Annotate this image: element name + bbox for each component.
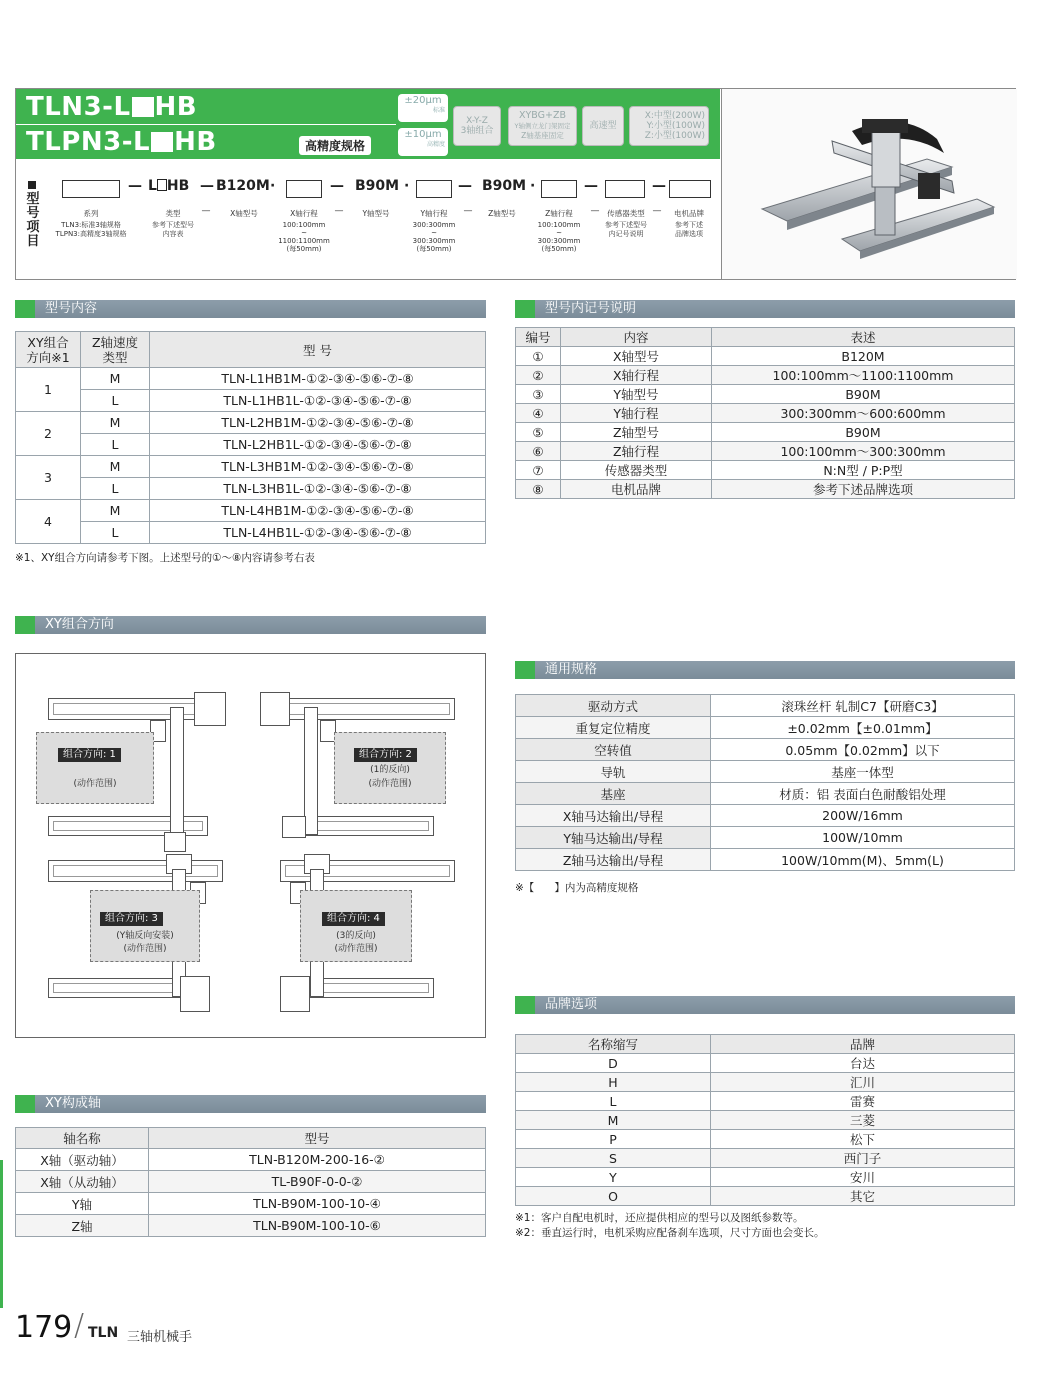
label-x-stroke xyxy=(274,209,334,253)
section-xy-axes-title: XY构成轴 xyxy=(45,1096,101,1111)
label-z-stroke-d3: 300:300mm xyxy=(537,237,581,245)
label-motor-d1: 参考下述 xyxy=(675,221,703,229)
label-sensor-title: 传感器类型 xyxy=(607,209,645,218)
table-row xyxy=(516,1149,1015,1168)
xy-axes-table xyxy=(15,1127,486,1237)
chip-xyz xyxy=(453,106,501,146)
chip-size-l1: X:中型(200W) xyxy=(644,111,705,121)
cell-brand-name: 雷赛 xyxy=(711,1092,1015,1111)
cell-number: ③ xyxy=(516,385,561,404)
l-hb-box xyxy=(157,179,167,191)
label-series-d2: TLPN3:高精度3轴规格 xyxy=(55,230,127,238)
label-z-model: Z轴型号 xyxy=(488,209,516,218)
table-row xyxy=(516,695,1015,717)
cell-model: TLN-L3HB1L-①②-③④-⑤⑥-⑦-⑧ xyxy=(150,478,486,500)
model-content-table xyxy=(15,331,486,544)
sensor-box xyxy=(605,180,645,198)
cell-spec-name: Z轴马达输出/导程 xyxy=(516,849,711,871)
label-series-title: 系列 xyxy=(83,209,99,218)
cell-model: TLN-L2HB1L-①②-③④-⑤⑥-⑦-⑧ xyxy=(150,434,486,456)
brand-note-1: ※1：客户自配电机时，还应提供相应的型号以及图纸参数等。 xyxy=(515,1212,804,1224)
table-row xyxy=(16,478,486,500)
l-hb-post: HB xyxy=(166,178,190,194)
label-x-model: X轴型号 xyxy=(230,209,258,218)
cell-number: ⑦ xyxy=(516,461,561,480)
label-motor-d2: 品牌选项 xyxy=(675,230,703,238)
table-row xyxy=(516,423,1015,442)
cell-spec-name: X轴马达输出/导程 xyxy=(516,805,711,827)
vlabel-1: 型 xyxy=(26,192,40,207)
b120m-code: B120M xyxy=(216,178,270,194)
table-row xyxy=(516,442,1015,461)
product-photo xyxy=(721,89,1017,279)
th-z-speed-l1: Z轴速度 xyxy=(91,334,139,350)
cell-brand-name: 松下 xyxy=(711,1130,1015,1149)
side-accent-bar xyxy=(0,1160,3,1308)
cell-dir-3: 3 xyxy=(16,456,81,500)
cell-content: Y轴行程 xyxy=(561,404,712,423)
label-z-stroke-title: Z轴行程 xyxy=(545,209,573,218)
label-sensor-d1: 参考下述型号 xyxy=(605,221,647,229)
cell-brand-abbr: Y xyxy=(516,1168,711,1187)
cell-expression: 300:300mm～600:600mm xyxy=(712,404,1015,423)
cell-axis-model: TLN-B90M-100-10-⑥ xyxy=(149,1215,486,1237)
section-general-spec-title: 通用规格 xyxy=(545,662,598,677)
section-accent xyxy=(15,616,35,634)
footer-slash: / xyxy=(74,1308,85,1343)
cell-content: X轴行程 xyxy=(561,366,712,385)
direction-sub-4b: (动作范围) xyxy=(334,944,378,954)
motor-box xyxy=(669,180,711,198)
label-y-stroke-d1: 300:300mm xyxy=(412,221,456,229)
cell-expression: 参考下述品牌选项 xyxy=(712,480,1015,499)
section-xy-axes xyxy=(15,1095,486,1113)
cell-model: TLN-L4HB1M-①②-③④-⑤⑥-⑦-⑧ xyxy=(150,500,486,522)
cell-speed: L xyxy=(81,522,150,544)
table-row xyxy=(516,761,1015,783)
z-stroke-box xyxy=(541,180,577,198)
direction-tag-3: 组合方向: 3 xyxy=(100,912,163,926)
label-y-stroke-d2: ~ xyxy=(431,229,437,237)
table-row xyxy=(516,366,1015,385)
cell-axis-model: TL-B90F-0-0-② xyxy=(149,1171,486,1193)
table-row xyxy=(16,1171,486,1193)
title1-post: HB xyxy=(154,92,198,122)
cell-content: Z轴型号 xyxy=(561,423,712,442)
direction-tag-1: 组合方向: 1 xyxy=(58,748,121,762)
label-z-stroke-d4: (每50mm) xyxy=(541,245,577,253)
x-motor-block xyxy=(280,976,310,1012)
cell-number: ① xyxy=(516,347,561,366)
label-y-stroke-d3: 300:300mm xyxy=(412,237,456,245)
dot-1: · xyxy=(270,178,276,194)
label-y-model: Y轴型号 xyxy=(362,209,390,218)
symbol-desc-table xyxy=(515,327,1015,499)
cell-axis-name: Z轴 xyxy=(16,1215,149,1237)
cell-expression: B90M xyxy=(712,423,1015,442)
label-y-stroke xyxy=(404,209,464,253)
cell-spec-value: 100W/10mm xyxy=(711,827,1015,849)
cell-spec-value: 滚珠丝杆 轧制C7【研磨C3】 xyxy=(711,695,1015,717)
title2-box xyxy=(151,132,173,152)
label-x-stroke-d4: (每50mm) xyxy=(286,245,322,253)
x-motor-block xyxy=(194,692,226,726)
dash-3: — xyxy=(330,178,344,194)
section-accent xyxy=(515,300,535,318)
section-accent xyxy=(15,300,35,318)
th-expression: 表述 xyxy=(712,328,1015,347)
chip-10um-sub: 高精度 xyxy=(426,141,445,148)
label-motor xyxy=(664,209,714,239)
chip-size-l3: Z:小型(100W) xyxy=(644,131,705,141)
table-row xyxy=(516,783,1015,805)
table-header-row xyxy=(516,328,1015,347)
table-row xyxy=(516,480,1015,499)
section-model-content xyxy=(15,300,486,318)
label-z-stroke xyxy=(529,209,589,253)
section-symbol-desc-title: 型号内记号说明 xyxy=(545,301,637,316)
cell-expression: 100:100mm～1100:1100mm xyxy=(712,366,1015,385)
brand-note-2: ※2：垂直运行时，电机采购应配备刹车选项，尺寸方面也会变长。 xyxy=(515,1227,825,1239)
series-box xyxy=(62,180,120,198)
model-item-vertical-label xyxy=(26,193,40,249)
table-row xyxy=(516,1111,1015,1130)
direction-sub-2a: (1的反向) xyxy=(370,765,410,775)
cell-brand-name: 三菱 xyxy=(711,1111,1015,1130)
cell-content: 电机品牌 xyxy=(561,480,712,499)
cell-number: ⑧ xyxy=(516,480,561,499)
cell-spec-name: 重复定位精度 xyxy=(516,717,711,739)
cell-spec-value: 基座一体型 xyxy=(711,761,1015,783)
x-stroke-box xyxy=(286,180,322,198)
cell-axis-model: TLN-B120M-200-16-② xyxy=(149,1149,486,1171)
cell-content: Y轴型号 xyxy=(561,385,712,404)
label-type-d1: 参考下述型号 xyxy=(152,221,194,229)
section-xy-direction-title: XY组合方向 xyxy=(45,617,114,632)
cell-spec-name: 驱动方式 xyxy=(516,695,711,717)
table-row xyxy=(516,347,1015,366)
th-content: 内容 xyxy=(561,328,712,347)
cell-spec-value: 0.05mm【0.02mm】以下 xyxy=(711,739,1015,761)
cell-axis-name: X轴（驱动轴） xyxy=(16,1149,149,1171)
dash-6: — xyxy=(652,178,666,194)
th-number: 编号 xyxy=(516,328,561,347)
label-sensor xyxy=(600,209,652,239)
th-xy-dir-l1: XY组合 xyxy=(27,334,69,350)
table-row xyxy=(16,500,486,522)
cell-brand-abbr: H xyxy=(516,1073,711,1092)
cell-speed: L xyxy=(81,434,150,456)
xy-direction-diagram xyxy=(15,653,486,1038)
title2-pre: TLPN3-L xyxy=(26,127,151,157)
cell-speed: M xyxy=(81,500,150,522)
table-row xyxy=(16,368,486,390)
title-tln3 xyxy=(26,92,197,122)
motion-range-zone xyxy=(36,732,154,804)
table-row xyxy=(16,1193,486,1215)
direction-cell-3 xyxy=(44,854,244,1024)
square-bullet xyxy=(28,181,36,189)
title1-pre: TLN3-L xyxy=(26,92,131,122)
label-dash-a: — xyxy=(201,206,211,216)
header-panel xyxy=(15,88,1016,280)
cell-speed: L xyxy=(81,478,150,500)
x-motor-block xyxy=(260,692,290,726)
label-z-stroke-d2: ~ xyxy=(556,229,562,237)
cell-brand-name: 西门子 xyxy=(711,1149,1015,1168)
table-row xyxy=(516,1092,1015,1111)
y-motor xyxy=(282,816,306,838)
section-accent xyxy=(515,996,535,1014)
brand-notes xyxy=(515,1211,824,1241)
dash-2: — xyxy=(200,178,214,194)
cell-speed: M xyxy=(81,412,150,434)
brand-table xyxy=(515,1034,1015,1206)
label-dash-b: — xyxy=(334,206,344,216)
cell-model: TLN-L4HB1L-①②-③④-⑤⑥-⑦-⑧ xyxy=(150,522,486,544)
cell-spec-value: 100W/10mm(M)、5mm(L) xyxy=(711,849,1015,871)
cell-spec-name: 基座 xyxy=(516,783,711,805)
section-brand xyxy=(515,996,1015,1014)
label-dash-c: — xyxy=(463,206,473,216)
cell-content: 传感器类型 xyxy=(561,461,712,480)
cell-brand-name: 其它 xyxy=(711,1187,1015,1206)
general-spec-table xyxy=(515,694,1015,871)
footer-category: 三轴机械手 xyxy=(127,1330,193,1345)
title1-box xyxy=(132,97,154,117)
chip-xybg-l1: XYBG+ZB xyxy=(518,110,566,121)
table-row xyxy=(16,522,486,544)
section-brand-title: 品牌选项 xyxy=(545,997,598,1012)
label-motor-title: 电机品牌 xyxy=(674,209,704,218)
high-precision-badge: 高精度规格 xyxy=(299,136,371,155)
cell-speed: L xyxy=(81,390,150,412)
th-axis-name: 轴名称 xyxy=(16,1128,149,1149)
section-accent xyxy=(15,1095,35,1113)
th-model: 型 号 xyxy=(150,332,486,368)
label-dash-e: — xyxy=(652,206,662,216)
chip-xyz-l1: X-Y-Z xyxy=(466,116,488,126)
footer-brand: TLN xyxy=(88,1325,119,1341)
y-motor xyxy=(164,832,186,852)
cell-spec-name: 导轨 xyxy=(516,761,711,783)
table-row xyxy=(516,1073,1015,1092)
chip-size-l2: Y:小型(100W) xyxy=(646,121,705,131)
table-row xyxy=(516,739,1015,761)
label-z-stroke-d1: 100:100mm xyxy=(537,221,581,229)
cell-model: TLN-L3HB1M-①②-③④-⑤⑥-⑦-⑧ xyxy=(150,456,486,478)
table-row xyxy=(516,1054,1015,1073)
direction-sub-2b: (动作范围) xyxy=(368,779,412,789)
label-x-stroke-title: X轴行程 xyxy=(290,209,318,218)
dash-5: — xyxy=(584,178,598,194)
cell-axis-name: Y轴 xyxy=(16,1193,149,1215)
cell-expression: 100:100mm～300:300mm xyxy=(712,442,1015,461)
th-z-speed-l2: 类型 xyxy=(102,349,128,365)
header-title-band xyxy=(16,89,720,159)
cell-number: ④ xyxy=(516,404,561,423)
cell-brand-name: 台达 xyxy=(711,1054,1015,1073)
cell-model: TLN-L1HB1M-①②-③④-⑤⑥-⑦-⑧ xyxy=(150,368,486,390)
chip-xybg-l3: Z轴基座固定 xyxy=(521,131,564,140)
cell-expression: N:N型 / P:P型 xyxy=(712,461,1015,480)
cell-brand-abbr: M xyxy=(516,1111,711,1130)
cell-spec-value: 200W/16mm xyxy=(711,805,1015,827)
l-hb-code xyxy=(148,178,189,194)
direction-cell-2 xyxy=(260,692,460,862)
table-row xyxy=(516,849,1015,871)
direction-sub-3b: (动作范围) xyxy=(123,944,167,954)
cell-axis-model: TLN-B90M-100-10-④ xyxy=(149,1193,486,1215)
cell-speed: M xyxy=(81,456,150,478)
direction-sub-4a: (3的反向) xyxy=(336,931,376,941)
label-x-stroke-d3: 1100:1100mm xyxy=(278,237,330,245)
direction-cell-1 xyxy=(44,692,244,862)
th-brand-abbr: 名称缩写 xyxy=(516,1035,711,1054)
title-tlpn3 xyxy=(26,127,217,157)
b90m-code-1: B90M xyxy=(355,178,400,194)
label-x-stroke-d1: 100:100mm xyxy=(282,221,326,229)
cell-spec-name: 空转值 xyxy=(516,739,711,761)
table-row xyxy=(16,434,486,456)
direction-cell-4 xyxy=(260,854,460,1024)
label-series-d1: TLN3:标准3轴规格 xyxy=(61,221,121,229)
dash-4: — xyxy=(458,178,472,194)
cell-speed: M xyxy=(81,368,150,390)
chip-20um-text: ±20μm xyxy=(404,95,442,106)
vlabel-3: 项 xyxy=(26,220,40,235)
y-stroke-box xyxy=(416,180,452,198)
label-y-stroke-d4: (每50mm) xyxy=(416,245,452,253)
table-row xyxy=(516,1187,1015,1206)
cell-spec-value: ±0.02mm【±0.01mm】 xyxy=(711,717,1015,739)
label-series xyxy=(42,209,140,239)
cell-content: Z轴行程 xyxy=(561,442,712,461)
table-header-row xyxy=(16,332,486,368)
table-row xyxy=(516,805,1015,827)
th-brand-name: 品牌 xyxy=(711,1035,1015,1054)
cell-model: TLN-L2HB1M-①②-③④-⑤⑥-⑦-⑧ xyxy=(150,412,486,434)
section-symbol-desc xyxy=(515,300,1015,318)
title-divider xyxy=(16,124,396,125)
table-row xyxy=(16,456,486,478)
cell-brand-abbr: L xyxy=(516,1092,711,1111)
cell-brand-name: 汇川 xyxy=(711,1073,1015,1092)
table-row xyxy=(16,412,486,434)
cell-model: TLN-L1HB1L-①②-③④-⑤⑥-⑦-⑧ xyxy=(150,390,486,412)
chip-10um xyxy=(398,128,448,156)
chip-20um-sub: 标准 xyxy=(432,107,445,114)
cell-dir-2: 2 xyxy=(16,412,81,456)
section-model-content-title: 型号内容 xyxy=(45,301,98,316)
cell-number: ⑥ xyxy=(516,442,561,461)
table-row xyxy=(516,461,1015,480)
page-number: 179 xyxy=(15,1310,73,1345)
cell-number: ② xyxy=(516,366,561,385)
cell-brand-abbr: O xyxy=(516,1187,711,1206)
general-spec-note: ※【 】内为高精度规格 xyxy=(515,882,639,894)
table-row xyxy=(16,390,486,412)
th-axis-model: 型号 xyxy=(149,1128,486,1149)
chip-xyz-l2: 3轴组合 xyxy=(460,126,494,136)
gantry-robot-illustration xyxy=(722,89,1017,279)
dash-1: — xyxy=(128,178,142,194)
section-xy-direction xyxy=(15,616,486,634)
table-row xyxy=(16,1149,486,1171)
cell-axis-name: X轴（从动轴） xyxy=(16,1171,149,1193)
cell-expression: B90M xyxy=(712,385,1015,404)
label-type xyxy=(143,209,203,239)
dot-2: · xyxy=(404,178,410,194)
table-row xyxy=(516,404,1015,423)
label-type-title: 类型 xyxy=(165,209,181,218)
model-content-note: ※1、XY组合方向请参考下图。上述型号的①～⑧内容请参考右表 xyxy=(15,552,315,564)
dot-3: · xyxy=(530,178,536,194)
vlabel-2: 号 xyxy=(26,206,40,221)
section-general-spec xyxy=(515,661,1015,679)
table-row xyxy=(516,827,1015,849)
chip-20um xyxy=(398,94,448,122)
cell-dir-4: 4 xyxy=(16,500,81,544)
table-row xyxy=(516,1168,1015,1187)
label-sensor-d2: 内记号说明 xyxy=(608,230,644,238)
label-type-d2: 内容表 xyxy=(162,230,184,238)
cell-brand-abbr: S xyxy=(516,1149,711,1168)
table-row xyxy=(16,1215,486,1237)
x-motor-block xyxy=(180,976,210,1012)
chip-xybg-l2: Y轴侧立龙门架固定 xyxy=(514,122,571,130)
th-xy-dir-l2: 方向※1 xyxy=(26,349,70,365)
cell-number: ⑤ xyxy=(516,423,561,442)
section-accent xyxy=(515,661,535,679)
direction-sub-1: (动作范围) xyxy=(73,779,117,789)
cell-brand-abbr: D xyxy=(516,1054,711,1073)
cell-brand-name: 安川 xyxy=(711,1168,1015,1187)
table-row xyxy=(516,385,1015,404)
table-header-row xyxy=(516,1035,1015,1054)
label-dash-d: — xyxy=(590,206,600,216)
table-header-row xyxy=(16,1128,486,1149)
direction-sub-3a: (Y轴反向安装) xyxy=(116,931,174,941)
cell-expression: B120M xyxy=(712,347,1015,366)
chip-speed: 高速型 xyxy=(582,106,624,146)
cell-spec-name: Y轴马达输出/导程 xyxy=(516,827,711,849)
x-rail-top xyxy=(48,860,223,882)
table-row xyxy=(516,1130,1015,1149)
direction-tag-4: 组合方向: 4 xyxy=(322,912,385,926)
direction-tag-2: 组合方向: 2 xyxy=(354,748,417,762)
cell-content: X轴型号 xyxy=(561,347,712,366)
chip-xybg xyxy=(508,106,577,146)
y-rail xyxy=(170,707,184,835)
l-hb-pre: L xyxy=(148,178,157,194)
chip-size xyxy=(629,106,709,146)
title2-post: HB xyxy=(174,127,217,157)
th-xy-dir xyxy=(16,332,81,368)
cell-dir-1: 1 xyxy=(16,368,81,412)
cell-brand-abbr: P xyxy=(516,1130,711,1149)
label-x-stroke-d2: ~ xyxy=(301,229,307,237)
chip-10um-text: ±10μm xyxy=(404,129,442,140)
th-z-speed xyxy=(81,332,150,368)
vlabel-4: 目 xyxy=(26,234,40,249)
y-rail xyxy=(304,707,318,835)
table-row xyxy=(516,717,1015,739)
cell-spec-value: 材质：铝 表面白色耐酸铝处理 xyxy=(711,783,1015,805)
label-y-stroke-title: Y轴行程 xyxy=(420,209,448,218)
b90m-code-2: B90M xyxy=(482,178,527,194)
